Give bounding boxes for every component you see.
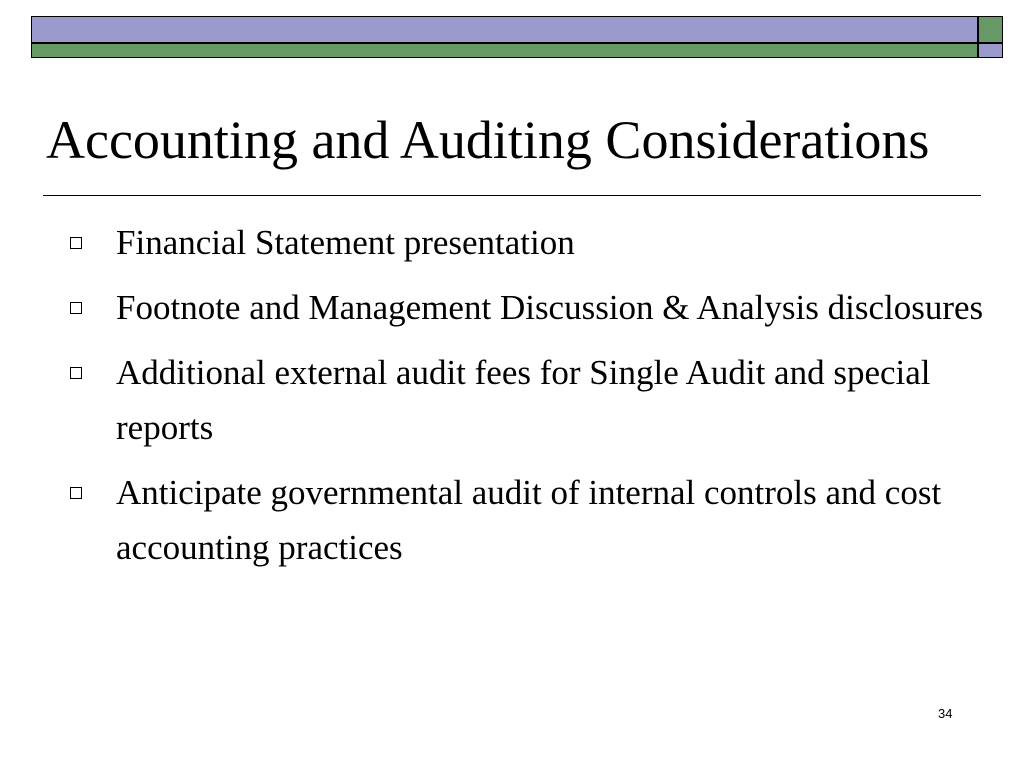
hollow-square-bullet-icon bbox=[70, 237, 82, 249]
bullet-item bbox=[66, 345, 986, 455]
bullet-text: Additional external audit fees for Single Audit and special reports bbox=[116, 353, 931, 447]
bullet-list bbox=[66, 215, 986, 585]
bullet-text: Anticipate governmental audit of internal controls and cost accounting practices bbox=[116, 473, 942, 567]
bullet-text: Footnote and Management Discussion & Analysis disclosures bbox=[116, 288, 984, 327]
title-divider bbox=[43, 195, 981, 196]
hollow-square-bullet-icon bbox=[70, 302, 82, 314]
bullet-text: Financial Statement presentation bbox=[116, 223, 575, 262]
hollow-square-bullet-icon bbox=[70, 367, 82, 379]
bullet-item bbox=[66, 465, 986, 575]
page-number: 34 bbox=[938, 706, 953, 721]
hollow-square-bullet-icon bbox=[70, 487, 82, 499]
header-square-purple bbox=[978, 43, 1003, 58]
header-square-green bbox=[978, 16, 1003, 43]
bullet-item bbox=[66, 215, 986, 270]
slide-title: Accounting and Auditing Considerations bbox=[46, 110, 930, 170]
header-bar-green bbox=[31, 43, 978, 58]
header-bar-purple bbox=[31, 16, 978, 43]
bullet-item bbox=[66, 280, 986, 335]
